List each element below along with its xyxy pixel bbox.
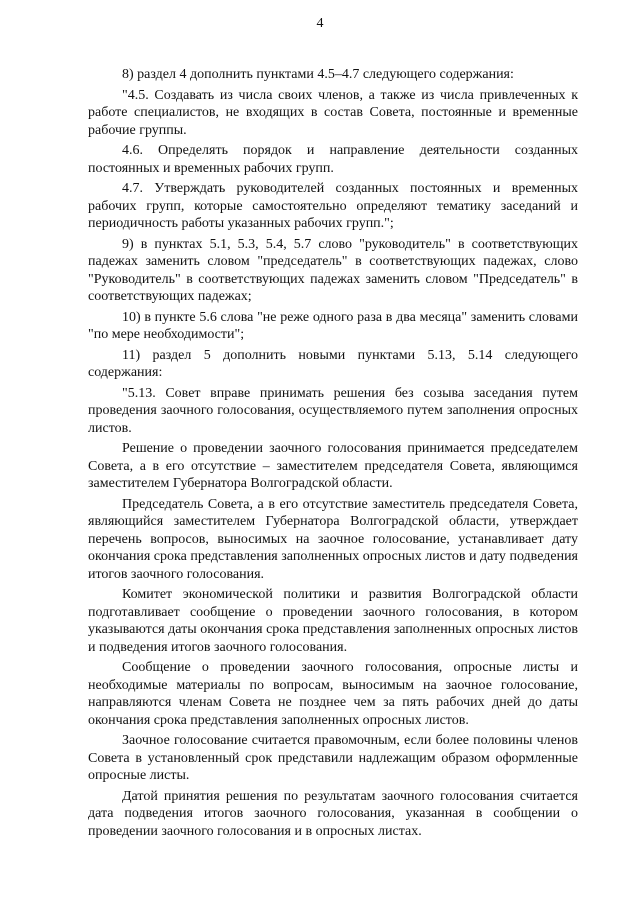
paragraph: Сообщение о проведении заочного голосования, опросные листы и необходимые материалы по вопросам, выносимым на заочное голосование, направляются членам Совета не позднее чем за пять рабочих дней до даты окончания срока представления заполненных опросных листов.	[88, 660, 578, 728]
paragraph: "4.5. Создавать из числа своих членов, а также из числа привлеченных к работе специалистов, не входящих в состав Совета, постоянные и временные рабочие группы.	[88, 87, 578, 138]
paragraph: 4.6. Определять порядок и направление деятельности созданных постоянных и временных рабочих групп.	[88, 143, 578, 176]
paragraph: Комитет экономической политики и развития Волгоградской области подготавливает сообщение о проведении заочного голосования, в котором указываются даты окончания срока представления заполненных опросных листов и подведения итогов заочного голосования.	[88, 587, 578, 655]
document-body	[88, 66, 578, 843]
paragraph: Заочное голосование считается правомочным, если более половины членов Совета в установленный срок представили надлежащим образом оформленные опросные листы.	[88, 733, 578, 783]
paragraph: Решение о проведении заочного голосования принимается председателем Совета, а в его отсутствие – заместителем председателя Совета, являющимся заместителем Губернатора Волгоградской области.	[88, 441, 578, 491]
paragraph: 8) раздел 4 дополнить пунктами 4.5–4.7 следующего содержания:	[122, 67, 514, 82]
paragraph: Датой принятия решения по результатам заочного голосования считается дата подведения итогов заочного голосования, указанная в сообщении о проведении заочного голосования и в опросных листах.	[88, 788, 578, 839]
page-number: 4	[316, 16, 324, 31]
paragraph: 4.7. Утверждать руководителей созданных постоянных и временных рабочих групп, которые самостоятельно определяют тематику заседаний и периодичность работы указанных рабочих групп.";	[88, 181, 578, 231]
paragraph: Председатель Совета, а в его отсутствие заместитель председателя Совета, являющийся заместителем Губернатора Волгоградской области, утверждает перечень вопросов, выносимых на заочное голосование, устанавливает дату окончания срока представления заполненных опросных листов и дату подведения итогов заочного голосования.	[88, 496, 578, 582]
paragraph: 11) раздел 5 дополнить новыми пунктами 5.13, 5.14 следующего содержания:	[88, 347, 578, 380]
paragraph: "5.13. Совет вправе принимать решения без созыва заседания путем проведения заочного голосования, осуществляемого путем заполнения опросных листов.	[88, 385, 578, 436]
paragraph: 9) в пунктах 5.1, 5.3, 5.4, 5.7 слово "руководитель" в соответствующих падежах заменить словом "председатель" в соответствующих падежах, слово "Руководитель" в соответствующих падежах заменить словом "Председатель" в соответствующих падежах;	[88, 236, 578, 304]
paragraph: 10) в пункте 5.6 слова "не реже одного раза в два месяца" заменить словами "по мере необходимости";	[88, 309, 578, 342]
